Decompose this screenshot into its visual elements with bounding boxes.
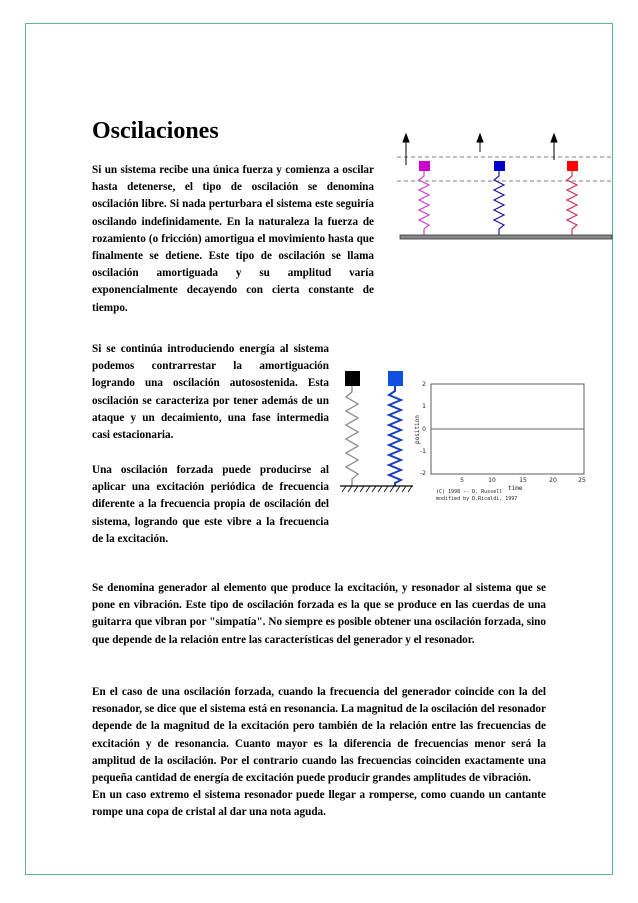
ground-bar — [400, 235, 612, 239]
y-tick: -2 — [420, 470, 426, 477]
mass-blue — [388, 371, 403, 386]
figure-credit: modified by D.Ricaldi, 1997 — [436, 496, 518, 502]
paragraph-forced-oscillation: Una oscilación forzada puede producirse al aplicar una excitación periódica de frecuencia diferente a la frecuencia propia de oscilación del sistema, logrando que este vibre a la frecuencia de la excitación. — [92, 464, 329, 545]
x-tick: 20 — [549, 477, 557, 484]
x-tick: 5 — [460, 477, 464, 484]
arrow-icon — [477, 134, 483, 152]
paragraph-resonance: En el caso de una oscilación forzada, cuando la frecuencia del generador coincide con la del resonador, se dice que el sistema está en resonancia. La magnitud de la oscilación del resonador depende de la magnitud de la excitación pero también de la relación entre las frecuencias de excitación y de resonancia. Cuanto mayor es la diferencia de frecuencias menor será la amplitud de la oscilación. Por el contrario cuando las frecuencias coinciden exactamente una pequeña cantidad de energía de excitación puede producir grandes amplitudes de vibración. — [92, 686, 546, 785]
x-tick: 25 — [578, 477, 586, 484]
x-axis-label: time — [508, 485, 523, 492]
y-tick: 1 — [422, 403, 426, 410]
y-tick: 2 — [422, 381, 426, 388]
spring-blue — [389, 386, 401, 486]
spring-gray — [346, 386, 358, 486]
paragraph-extreme-case: En un caso extremo el sistema resonador puede llegar a romperse, como cuando un cantante rompe una copa de cristal al dar una nota aguda. — [92, 789, 546, 819]
arrow-icon — [403, 134, 409, 165]
forced-oscillation-figure — [338, 364, 588, 510]
mass-red — [567, 161, 578, 171]
mass-blue — [494, 161, 505, 171]
mass-magenta — [419, 161, 430, 171]
spring-oscillators-figure — [392, 132, 614, 244]
x-tick: 10 — [488, 477, 496, 484]
y-tick: 0 — [422, 426, 426, 433]
x-tick: 15 — [519, 477, 527, 484]
arrow-icon — [551, 134, 557, 160]
page-title: Oscilaciones — [92, 118, 219, 144]
y-tick: -1 — [420, 448, 426, 455]
paragraph-self-sustained: Si se continúa introduciendo energía al sistema podemos contrarrestar la amortiguación logrando una oscilación autosostenida. Esta oscilación se caracteriza por tener además de un ataque y un decaimiento, una fase intermedia casi estacionaria. — [92, 343, 329, 442]
y-axis-label: position — [414, 415, 421, 444]
ground-hatch — [342, 486, 412, 492]
mass-black — [345, 371, 360, 386]
paragraph-generator-resonator: Se denomina generador al elemento que produce la excitación, y resonador al sistema que se pone en vibración. Este tipo de oscilación forzada es la que se produce en las cuerdas de una guitarra que vibran por "simpatía". No siempre es posible obtener una oscilación forzada, sino que depende de la relación entre las características del generador y el resonador. — [92, 582, 546, 646]
paragraph-free-oscillation: Si un sistema recibe una única fuerza y comienza a oscilar hasta detenerse, el tipo de oscilación se denomina oscilación libre. Si nada perturbara el sistema este seguiría oscilando indefinidamente. En la naturaleza la fuerza de rozamiento (o fricción) amortigua el movimiento hasta que finalmente se detiene. Este tipo de oscilación se llama oscilación amortiguada y su amplitud varía exponencialmente decayendo con cierta constante de tiempo. — [92, 164, 374, 314]
figure-credit: (C) 1998 -- D. Russell — [436, 489, 503, 495]
